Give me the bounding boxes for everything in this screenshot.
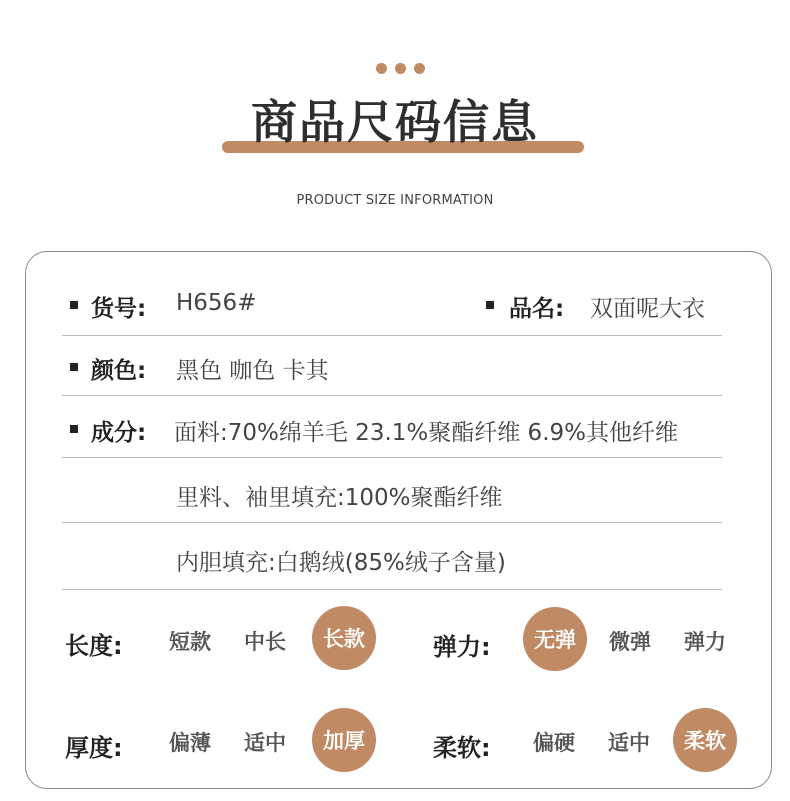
- composition-line: 里料、袖里填充:100%聚酯纤维: [176, 485, 503, 511]
- elasticity-option-none-selected: 无弹: [523, 607, 587, 671]
- page-title: 商品尺码信息: [251, 95, 539, 149]
- softness-option-medium: 适中: [608, 731, 650, 755]
- decorative-dots: [376, 63, 425, 75]
- length-label: 长度:: [65, 632, 123, 660]
- elasticity-label: 弹力:: [433, 633, 491, 661]
- composition-line: 面料:70%绵羊毛 23.1%聚酯纤维 6.9%其他纤维: [174, 420, 678, 446]
- composition-label: 成分:: [91, 420, 147, 446]
- bullet-icon: [486, 301, 494, 309]
- thickness-option-thin: 偏薄: [169, 731, 211, 755]
- softness-label: 柔软:: [433, 734, 491, 762]
- bullet-icon: [70, 301, 78, 309]
- item-no-value: H656#: [176, 290, 257, 316]
- dot: [376, 63, 387, 74]
- thickness-option-thick-selected: 加厚: [312, 708, 376, 772]
- product-name-label: 品名:: [509, 296, 565, 322]
- thickness-label: 厚度:: [65, 734, 123, 762]
- elasticity-option-slight: 微弹: [609, 630, 651, 654]
- composition-line: 内胆填充:白鹅绒(85%绒子含量): [176, 550, 506, 576]
- elasticity-option-stretch: 弹力: [684, 630, 726, 654]
- item-no-label: 货号:: [91, 296, 147, 322]
- divider: [62, 457, 722, 458]
- divider: [62, 522, 722, 523]
- bullet-icon: [70, 425, 78, 433]
- softness-option-soft-selected: 柔软: [673, 708, 737, 772]
- product-name-value: 双面呢大衣: [590, 296, 705, 322]
- divider: [62, 589, 722, 590]
- thickness-option-medium: 适中: [244, 731, 286, 755]
- dot: [395, 63, 406, 74]
- dot: [414, 63, 425, 74]
- page-subtitle: PRODUCT SIZE INFORMATION: [296, 193, 494, 208]
- bullet-icon: [70, 363, 78, 371]
- color-value: 黑色 咖色 卡其: [176, 358, 329, 384]
- softness-option-hard: 偏硬: [533, 731, 575, 755]
- length-option-long-selected: 长款: [312, 606, 376, 670]
- info-card: [25, 251, 772, 789]
- length-option-short: 短款: [169, 630, 211, 654]
- divider: [62, 395, 722, 396]
- color-label: 颜色:: [91, 358, 147, 384]
- divider: [62, 335, 722, 336]
- length-option-mid: 中长: [244, 630, 286, 654]
